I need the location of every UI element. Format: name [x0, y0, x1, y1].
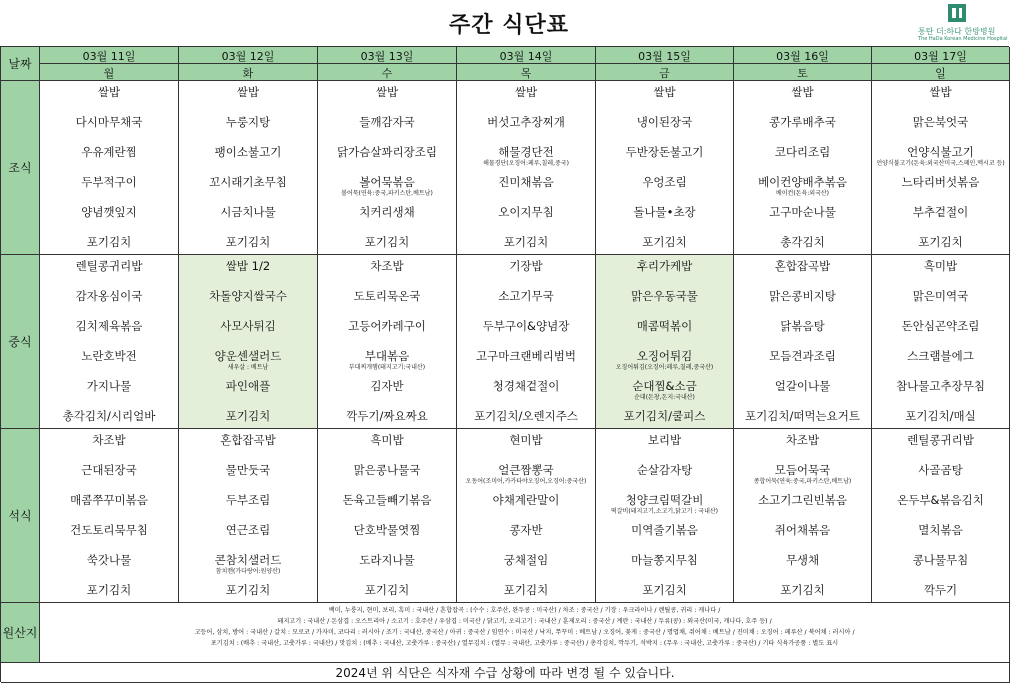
menu-item: 포기김치 [364, 235, 410, 249]
menu-item: 궁채절임 [503, 553, 549, 567]
day-header [318, 47, 457, 81]
header-divider [457, 63, 595, 64]
menu-item: 순살감자탕 [636, 463, 693, 477]
menu-cell [596, 429, 734, 603]
header-divider [179, 63, 317, 64]
origin-label: 원산지 [1, 603, 40, 663]
menu-item: 냉이된장국 [636, 115, 693, 129]
hospital-logo-icon [948, 4, 966, 22]
menu-item: 들깨감자국 [359, 115, 415, 129]
menu-item: 치커리생채 [359, 205, 415, 219]
menu-cell [734, 429, 872, 603]
menu-cell [318, 81, 457, 255]
menu-item: 맑은북엇국 [912, 115, 969, 129]
origin-note: 부대찌개햄(돼지고기:국내산) [348, 364, 426, 371]
origin-note: 베이컨(돈육:외국산) [775, 190, 830, 197]
menu-item: 포기김치 [225, 235, 271, 249]
origin-line: 백미, 누룽지, 현미, 보리, 흑미 : 국내산 / 혼합잡곡 : (수수 : 호주산, 완두콩 : 미국산) / 차조 : 중국산 / 기장 : 우크라이나 / 렌틸콩, 귀리 : 캐나다 / [328, 607, 721, 614]
origin-note: 순대(돈창,돈지:국내산) [634, 394, 695, 401]
menu-item: 두부조림 [225, 493, 271, 507]
day-weekday: 토 [797, 67, 808, 80]
menu-cell [457, 81, 596, 255]
day-header [872, 47, 1010, 81]
menu-item: 부추겉절이 [912, 205, 969, 219]
menu-item: 김자반 [370, 379, 404, 393]
header-divider [872, 63, 1009, 64]
menu-cell [457, 255, 596, 429]
menu-item: 흑미밥 [923, 259, 958, 273]
menu-item: 김치제육볶음 [75, 319, 143, 333]
day-date: 03월 13일 [360, 50, 414, 63]
menu-cell [318, 255, 457, 429]
menu-cell [40, 429, 179, 603]
menu-item: 포기김치 [642, 583, 687, 597]
menu-item: 차조밥 [370, 259, 404, 273]
origin-note: 볼어묵(연육:중국,파키스탄,베트남) [341, 190, 433, 197]
menu-item: 포기김치 [642, 235, 687, 249]
weekly-menu-table [0, 46, 1009, 682]
menu-item: 쑥갓나물 [86, 553, 132, 567]
day-date: 03월 15일 [638, 50, 691, 63]
day-weekday: 화 [242, 67, 254, 80]
menu-item: 야채계란말이 [492, 493, 560, 507]
header-divider [40, 63, 178, 64]
meal-label: 중식 [1, 255, 40, 429]
page-title: 주간 식단표 [449, 13, 569, 38]
day-header [734, 47, 872, 81]
menu-item: 얼큰짬뽕국 [498, 463, 554, 477]
menu-cell [40, 81, 179, 255]
menu-item: 포기김치 [918, 235, 963, 249]
menu-item: 노란호박전 [81, 349, 137, 363]
menu-item: 돌나물•초장 [633, 205, 696, 219]
meal-label: 석식 [1, 429, 40, 603]
menu-item: 소고기그린빈볶음 [758, 493, 847, 507]
menu-item: 고구마순나물 [769, 205, 836, 219]
menu-item: 포기김치 [503, 235, 549, 249]
menu-cell [872, 255, 1010, 429]
menu-item: 쌀밥 [236, 85, 260, 99]
menu-item: 콩자반 [509, 523, 543, 537]
menu-item: 가지나물 [86, 379, 132, 393]
menu-cell [872, 81, 1010, 255]
menu-item: 포기김치/쿨피스 [623, 409, 706, 423]
menu-cell [179, 255, 318, 429]
header-divider [318, 63, 456, 64]
menu-cell [179, 429, 318, 603]
menu-item: 언양식불고기 [907, 145, 974, 159]
menu-item: 양념깻잎지 [81, 205, 137, 219]
menu-item: 현미밥 [509, 433, 543, 447]
menu-item: 청경채겉절이 [492, 379, 560, 393]
menu-cell [872, 429, 1010, 603]
day-header [596, 47, 734, 81]
menu-cell [457, 429, 596, 603]
menu-item: 렌틸콩귀리밥 [75, 259, 143, 273]
origin-line: 포기김치 : (배추 : 국내산, 고춧가루 : 국내산) / 맛김치 : (배추 : 국내산, 고춧가루 : 중국산) / 열무김치 : (열무 : 국내산, 고춧가루 : 중국산) / 총각김치, 깍두기, 석박지 : (무우 : 국내산, 고춧가루 : 중국산) / 기타 식육가공품 : 별도 표시 [210, 640, 839, 647]
origin-note: 새우살 : 베트남 [227, 364, 269, 371]
menu-item: 소고기무국 [498, 289, 554, 303]
menu-item: 총각김치/시리얼바 [62, 409, 156, 423]
menu-item: 코다리조림 [774, 145, 831, 159]
menu-item: 오이지무침 [498, 205, 554, 219]
menu-item: 마늘쫑지무침 [631, 553, 698, 567]
menu-item: 혼합잡곡밥 [774, 259, 831, 273]
menu-item: 깍두기 [923, 583, 958, 597]
menu-item: 콘참치샐러드 [214, 553, 282, 567]
day-header [179, 47, 318, 81]
menu-item: 콩나물무침 [912, 553, 969, 567]
menu-item: 혼합잡곡밥 [220, 433, 276, 447]
menu-cell [318, 429, 457, 603]
menu-item: 돈육고들빼기볶음 [342, 493, 432, 507]
menu-item: 포기김치 [225, 583, 271, 597]
menu-item: 차돌양지쌀국수 [209, 289, 287, 303]
menu-item: 렌틸콩귀리밥 [907, 433, 974, 447]
menu-item: 콩가루배추국 [769, 115, 836, 129]
menu-item: 매콤쭈꾸미볶음 [70, 493, 148, 507]
menu-item: 닭볶음탕 [780, 319, 825, 333]
menu-item: 온두부&볶음김치 [897, 493, 984, 507]
menu-item: 쌀밥 [97, 85, 121, 99]
menu-item: 파인애플 [225, 379, 271, 393]
menu-item: 시금치나물 [220, 205, 276, 219]
menu-item: 맑은미역국 [912, 289, 969, 303]
menu-item: 차조밥 [785, 433, 820, 447]
date-header-label: 날짜 [1, 47, 40, 81]
day-date: 03월 17일 [914, 50, 967, 63]
menu-item: 쥐어채볶음 [774, 523, 831, 537]
day-weekday: 일 [935, 67, 946, 80]
menu-item: 무생채 [785, 553, 820, 567]
origin-line: 고등어, 삼치, 방어 : 국내산 / 갈치 : 모로코 / 가자미, 코다리 : 러시아 / 조기 : 국내산, 중국산 / 아귀 : 중국산 / 임연수 : 미국산 / 낙지, 쭈꾸미 : 베트남 / 오징어, 꽃게 : 중국산 / 명엽채, 쥐어채 : 베트남 / 진미채 : 오징어 : 페루산 / 북어채 : 러시아 / [194, 629, 855, 636]
menu-item: 쌀밥 1/2 [225, 259, 271, 273]
menu-item: 쌀밥 [375, 85, 399, 99]
menu-item: 꼬시래기초무침 [209, 175, 287, 189]
menu-item: 양운센샐러드 [214, 349, 282, 363]
menu-item: 단호박물엿찜 [353, 523, 421, 537]
footer-notice: 2024년 위 식단은 식자재 수급 상황에 따라 변경 될 수 있습니다. [1, 663, 1010, 683]
menu-cell [734, 255, 872, 429]
hospital-name-english: The HaDa Korean Medicine Hospital [918, 36, 1008, 42]
origin-note: 떡갈비(돼지고기,소고기,닭고기 : 국내산) [610, 508, 719, 515]
day-header [40, 47, 179, 81]
day-date: 03월 14일 [499, 50, 553, 63]
menu-item: 닭가슴살꽈리장조림 [337, 145, 437, 159]
hospital-logo [918, 4, 1014, 42]
menu-item: 볼어묵볶음 [359, 175, 415, 189]
menu-item: 우엉조림 [642, 175, 687, 189]
menu-item: 해물경단전 [498, 145, 554, 159]
menu-item: 포기김치/떠먹는요거트 [745, 409, 860, 423]
day-header [457, 47, 596, 81]
menu-cell [596, 255, 734, 429]
day-weekday: 수 [381, 67, 393, 80]
menu-item: 후리가케밥 [636, 259, 693, 273]
origin-note: 종합어묵(연육:중국,파키스탄,베트남) [753, 478, 852, 485]
menu-item: 모듬견과조림 [769, 349, 836, 363]
menu-item: 포기김치 [780, 583, 825, 597]
day-date: 03월 12일 [221, 50, 275, 63]
menu-item: 차조밥 [92, 433, 126, 447]
menu-item: 두부구이&양념장 [482, 319, 570, 333]
menu-cell [40, 255, 179, 429]
origin-note: 참치캔(가다랑어:원양산) [215, 568, 281, 575]
menu-item: 두부적구이 [81, 175, 137, 189]
menu-item: 포기김치/매실 [905, 409, 976, 423]
menu-item: 스크램블에그 [907, 349, 974, 363]
day-weekday: 월 [103, 67, 115, 80]
menu-item: 돈안심곤약조림 [901, 319, 980, 333]
menu-item: 사골곰탕 [918, 463, 963, 477]
menu-item: 물만둣국 [225, 463, 271, 477]
menu-cell [734, 81, 872, 255]
menu-item: 포기김치/오렌지주스 [474, 409, 578, 423]
menu-item: 쌀밥 [929, 85, 952, 99]
origin-note: 언양식불고기(돈육:외국산미국,스페인,멕시코 등) [876, 160, 1005, 167]
menu-item: 흑미밥 [370, 433, 404, 447]
day-weekday: 목 [520, 67, 532, 80]
header-divider [734, 63, 871, 64]
meal-label: 조식 [1, 81, 40, 255]
menu-item: 총각김치 [780, 235, 825, 249]
origin-note: 해물경단(오징어:페루,칠레,중국) [483, 160, 569, 167]
menu-item: 우유계란찜 [81, 145, 137, 159]
menu-item: 기장밥 [509, 259, 543, 273]
menu-item: 맑은콩비지탕 [769, 289, 836, 303]
menu-item: 보리밥 [647, 433, 682, 447]
menu-item: 베이컨양배추볶음 [758, 175, 847, 189]
menu-item: 부대볶음 [364, 349, 410, 363]
menu-item: 멸치볶음 [918, 523, 963, 537]
menu-item: 도토리묵온국 [353, 289, 421, 303]
menu-cell [179, 81, 318, 255]
menu-item: 느타리버섯볶음 [901, 175, 980, 189]
menu-item: 순대찜&소금 [632, 379, 697, 393]
menu-item: 고등어카레구이 [348, 319, 426, 333]
menu-item: 사모사튀김 [220, 319, 276, 333]
menu-item: 감자옹심이국 [75, 289, 143, 303]
menu-item: 포기김치 [86, 235, 132, 249]
menu-item: 팽이소불고기 [214, 145, 282, 159]
menu-item: 포기김치 [225, 409, 271, 423]
menu-item: 쌀밥 [653, 85, 676, 99]
menu-item: 쌀밥 [514, 85, 538, 99]
day-date: 03월 16일 [776, 50, 829, 63]
menu-item: 누룽지탕 [225, 115, 271, 129]
day-date: 03월 11일 [82, 50, 136, 63]
menu-item: 근대된장국 [81, 463, 137, 477]
origin-line: 돼지고기 : 국내산 / 돈삼겹 : 오스트리아 / 소고기 : 호주산 / 우삼겹 : 미국산 / 닭고기, 오리고기 : 국내산 / 훈제오리 : 중국산 / 계란 : 국내산 / 두류(콩) : 외국산(미국, 캐나다, 호주 등) / [277, 618, 772, 625]
menu-item: 두반장돈불고기 [625, 145, 704, 159]
origin-note: 오징어튀김(오징어:페루,칠레,중국산) [615, 364, 714, 371]
menu-item: 포기김치 [86, 583, 132, 597]
menu-item: 버섯고추장찌개 [487, 115, 565, 129]
hospital-name: 통탄 더:하다 한방병원 [918, 27, 996, 36]
origin-info [40, 603, 1010, 663]
menu-item: 건도토리묵무침 [70, 523, 148, 537]
menu-item: 고구마크랜베리범벅 [476, 349, 576, 363]
menu-item: 맑은콩나물국 [353, 463, 421, 477]
menu-item: 매콤떡볶이 [636, 319, 693, 333]
menu-item: 연근조림 [225, 523, 271, 537]
menu-item: 오징어튀김 [636, 349, 693, 363]
menu-item: 미역줄기볶음 [631, 523, 698, 537]
menu-item: 모듬어묵국 [774, 463, 831, 477]
menu-item: 포기김치 [364, 583, 410, 597]
menu-item: 청양크림떡갈비 [625, 493, 704, 507]
menu-item: 다시마무채국 [75, 115, 143, 129]
menu-item: 맑은우동국물 [631, 289, 698, 303]
origin-note: 오동어(조미어,카카타야오징어,오징어:중국산) [465, 478, 587, 485]
menu-item: 도라지나물 [359, 553, 415, 567]
menu-item: 깍두기/짜요짜요 [346, 409, 428, 423]
menu-item: 얼갈이나물 [774, 379, 831, 393]
menu-item: 쌀밥 [791, 85, 814, 99]
header-divider [596, 63, 733, 64]
day-weekday: 금 [659, 67, 670, 80]
menu-item: 포기김치 [503, 583, 549, 597]
menu-cell [596, 81, 734, 255]
menu-item: 진미채볶음 [498, 175, 554, 189]
menu-item: 참나물고추장무침 [896, 379, 985, 393]
